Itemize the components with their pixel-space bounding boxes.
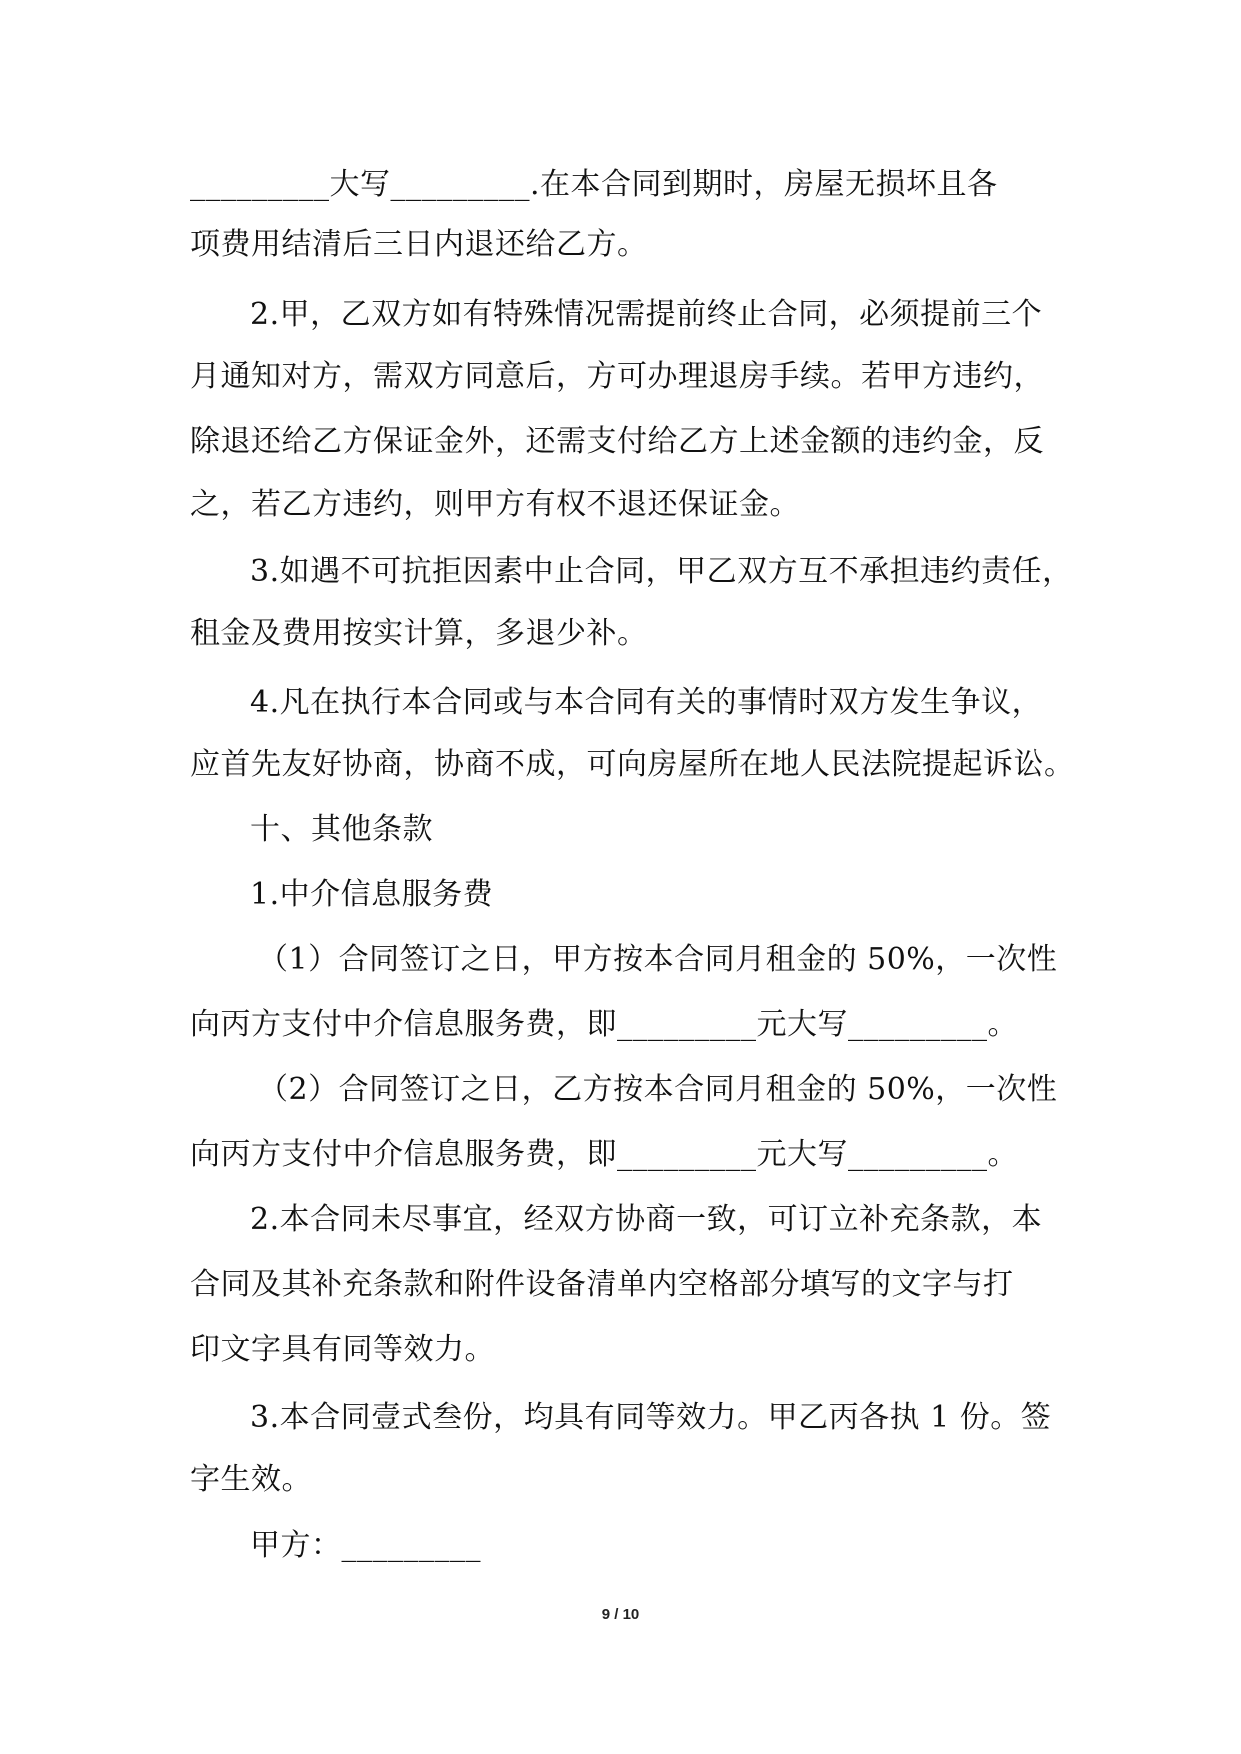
section-heading: 十、其他条款: [250, 812, 433, 847]
text-line: 月通知对方，需双方同意后，方可办理退房手续。若甲方违约，: [190, 359, 1044, 394]
clause-1: 1.中介信息服务费: [250, 877, 494, 912]
page-number: 9 / 10: [601, 1606, 640, 1623]
text-line: _________大写_________.在本合同到期时，房屋无损坏且各: [190, 167, 998, 202]
sub-clause-2: （2）合同签订之日，乙方按本合同月租金的 50%，一次性: [258, 1072, 1058, 1107]
text-line: 印文字具有同等效力。: [190, 1332, 495, 1367]
text-line: 应首先友好协商，协商不成，可向房屋所在地人民法院提起诉讼。: [190, 747, 1075, 782]
clause-2-other: 2.本合同未尽事宜，经双方协商一致，可订立补充条款，本: [250, 1202, 1043, 1237]
text-line: 向丙方支付中介信息服务费，即_________元大写_________。: [190, 1137, 1018, 1172]
text-line: 除退还给乙方保证金外，还需支付给乙方上述金额的违约金，反: [190, 424, 1044, 459]
text-line: 字生效。: [190, 1462, 312, 1497]
text-line: 租金及费用按实计算，多退少补。: [190, 616, 648, 651]
text-line: 合同及其补充条款和附件设备清单内空格部分填写的文字与打: [190, 1267, 1014, 1302]
clause-4: 4.凡在执行本合同或与本合同有关的事情时双方发生争议，: [250, 685, 1043, 720]
clause-3-other: 3.本合同壹式叁份，均具有同等效力。甲乙丙各执 1 份。签: [250, 1400, 1052, 1435]
party-a-signature-line: 甲方：_________: [250, 1528, 481, 1563]
text-line: 向丙方支付中介信息服务费，即_________元大写_________。: [190, 1007, 1018, 1042]
sub-clause-1: （1）合同签订之日，甲方按本合同月租金的 50%，一次性: [258, 942, 1058, 977]
clause-2: 2.甲，乙双方如有特殊情况需提前终止合同，必须提前三个: [250, 297, 1043, 332]
text-line: 项费用结清后三日内退还给乙方。: [190, 227, 648, 262]
clause-3: 3.如遇不可抗拒因素中止合同，甲乙双方互不承担违约责任，: [250, 554, 1073, 589]
text-line: 之，若乙方违约，则甲方有权不退还保证金。: [190, 487, 800, 522]
